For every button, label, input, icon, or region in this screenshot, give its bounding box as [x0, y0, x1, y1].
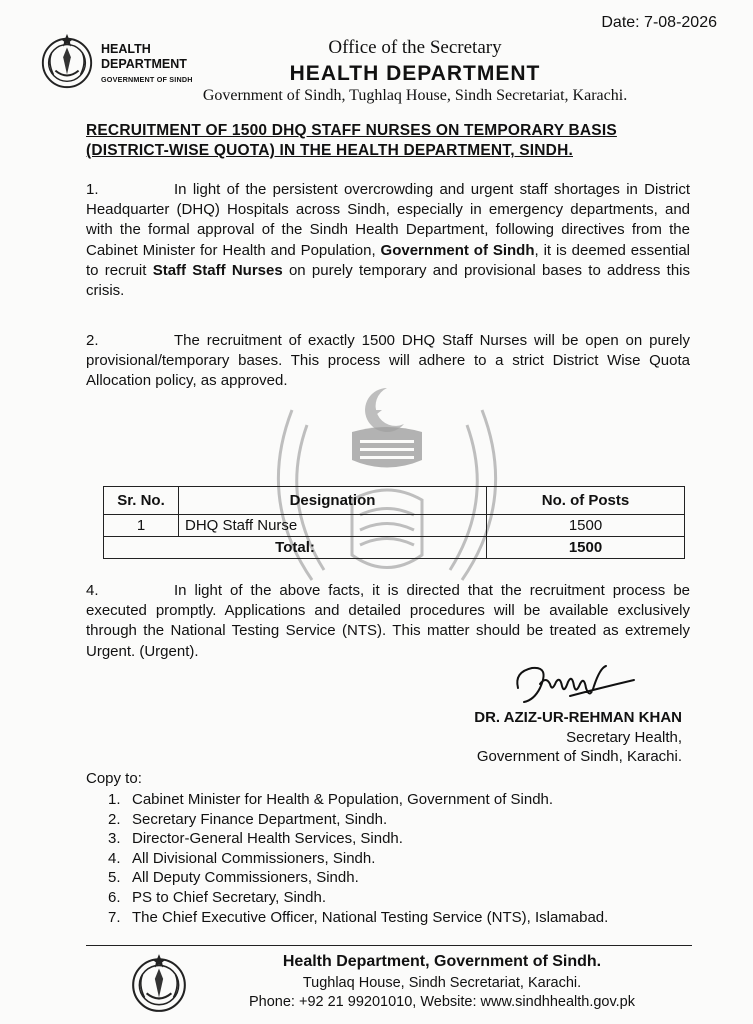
paragraph-bold-text: Government of Sindh: [380, 241, 535, 259]
footer-org: Health Department, Government of Sindh.: [282, 953, 602, 970]
department-address: Government of Sindh, Tughlaq House, Sindh Secretariat, Karachi.: [202, 87, 628, 104]
footer-contact: Phone: +92 21 99201010, Website: www.sindhhealth.gov.pk: [249, 994, 635, 1010]
paragraph-text: on purely temporary and provisional bases to address this crisis.: [86, 261, 690, 300]
list-item-text: Secretary Finance Department, Sindh.: [132, 810, 388, 828]
table-total-row: [104, 537, 685, 559]
sindh-seal-icon: [38, 32, 96, 90]
list-item-number: 6.: [108, 888, 121, 906]
paragraph-text: The recruitment of exactly 1500 DHQ Staff Nurses will be open on purely provisional/temporary bases. This process will adhere to a strict District Wise Quota Allocation policy, as approved.: [86, 332, 690, 390]
signatory-block: [420, 708, 682, 767]
footer-address: Tughlaq House, Sindh Secretariat, Karachi.: [302, 975, 582, 991]
list-item-text: The Chief Executive Officer, National Testing Service (NTS), Islamabad.: [132, 908, 609, 926]
table-header-row: [104, 487, 685, 515]
department-title: HEALTH DEPARTMENT: [289, 62, 541, 85]
paragraph-text: , it is deemed essential to recruit: [86, 241, 690, 279]
list-item: [108, 868, 608, 888]
list-item-number: 1.: [108, 791, 121, 808]
cell-sr-no: 1: [104, 515, 179, 537]
signatory-title: Secretary Health,: [566, 728, 682, 746]
list-item-text: Director-General Health Services, Sindh.: [132, 830, 403, 848]
wordmark-line-1: HEALTH: [101, 42, 151, 56]
list-item-number: 2.: [108, 810, 121, 828]
signatory-org: Government of Sindh, Karachi.: [476, 748, 682, 765]
wordmark-line-3: GOVERNMENT OF SINDH: [101, 75, 193, 84]
list-item-text: All Deputy Commissioners, Sindh.: [132, 869, 359, 887]
footer-seal-icon: [128, 952, 190, 1014]
subject-line-1: RECRUITMENT OF 1500 DHQ STAFF NURSES ON TEMPORARY BASIS: [86, 122, 617, 139]
paragraph-number: 4.: [86, 582, 99, 599]
list-item-text: Cabinet Minister for Health & Population, Government of Sindh.: [132, 791, 554, 808]
list-item-text: All Divisional Commissioners, Sindh.: [132, 849, 376, 867]
paragraph-number: 2.: [86, 332, 99, 349]
paragraph-text: In light of the persistent overcrowding and urgent staff shortages in District Headquarter (DHQ) Hospitals across Sindh, especially in emergency departments, and with the formal approval of the Sindh Health Department, following directives from the Cabinet Minister for Health and Population,: [86, 181, 690, 259]
header-posts: No. of Posts: [487, 487, 685, 515]
subject-heading: [86, 121, 686, 161]
header-designation: Designation: [179, 487, 487, 515]
office-title: Office of the Secretary: [328, 37, 502, 58]
copy-to-list: [108, 790, 608, 927]
list-item-number: 5.: [108, 869, 121, 887]
header-sr-no: Sr. No.: [104, 487, 179, 515]
footer-divider: [86, 945, 692, 946]
list-item-text: PS to Chief Secretary, Sindh.: [132, 888, 326, 906]
paragraph-4: [86, 581, 690, 662]
list-item: [108, 849, 608, 869]
letter-date: Date: 7-08-2026: [601, 14, 717, 31]
list-item: [108, 888, 608, 908]
list-item-number: 7.: [108, 908, 121, 926]
list-item-number: 3.: [108, 830, 121, 848]
list-item: [108, 790, 608, 810]
list-item: [108, 908, 608, 928]
signatory-name: DR. AZIZ-UR-REHMAN KHAN: [474, 709, 682, 726]
paragraph-number: 1.: [86, 181, 99, 198]
paragraph-bold-text: Staff Staff Nurses: [152, 261, 283, 279]
cell-designation: DHQ Staff Nurse: [179, 515, 487, 537]
posts-table: [103, 486, 685, 559]
total-label: Total:: [104, 537, 487, 559]
subject-line-2: (DISTRICT-WISE QUOTA) IN THE HEALTH DEPARTMENT, SINDH.: [86, 142, 573, 159]
paragraph-text: In light of the above facts, it is directed that the recruitment process be executed promptly. Applications and detailed procedures will be available exclusively through the National Testing Service (NTS). This matter should be treated as extremely Urgent. (Urgent).: [86, 582, 690, 660]
copy-to-label: Copy to:: [86, 770, 142, 787]
list-item-number: 4.: [108, 849, 121, 867]
cell-posts: 1500: [487, 515, 685, 537]
list-item: [108, 810, 608, 830]
total-value: 1500: [487, 537, 685, 559]
table-row: [104, 515, 685, 537]
paragraph-1: [86, 180, 690, 301]
list-item: [108, 829, 608, 849]
wordmark-line-2: DEPARTMENT: [101, 57, 187, 71]
